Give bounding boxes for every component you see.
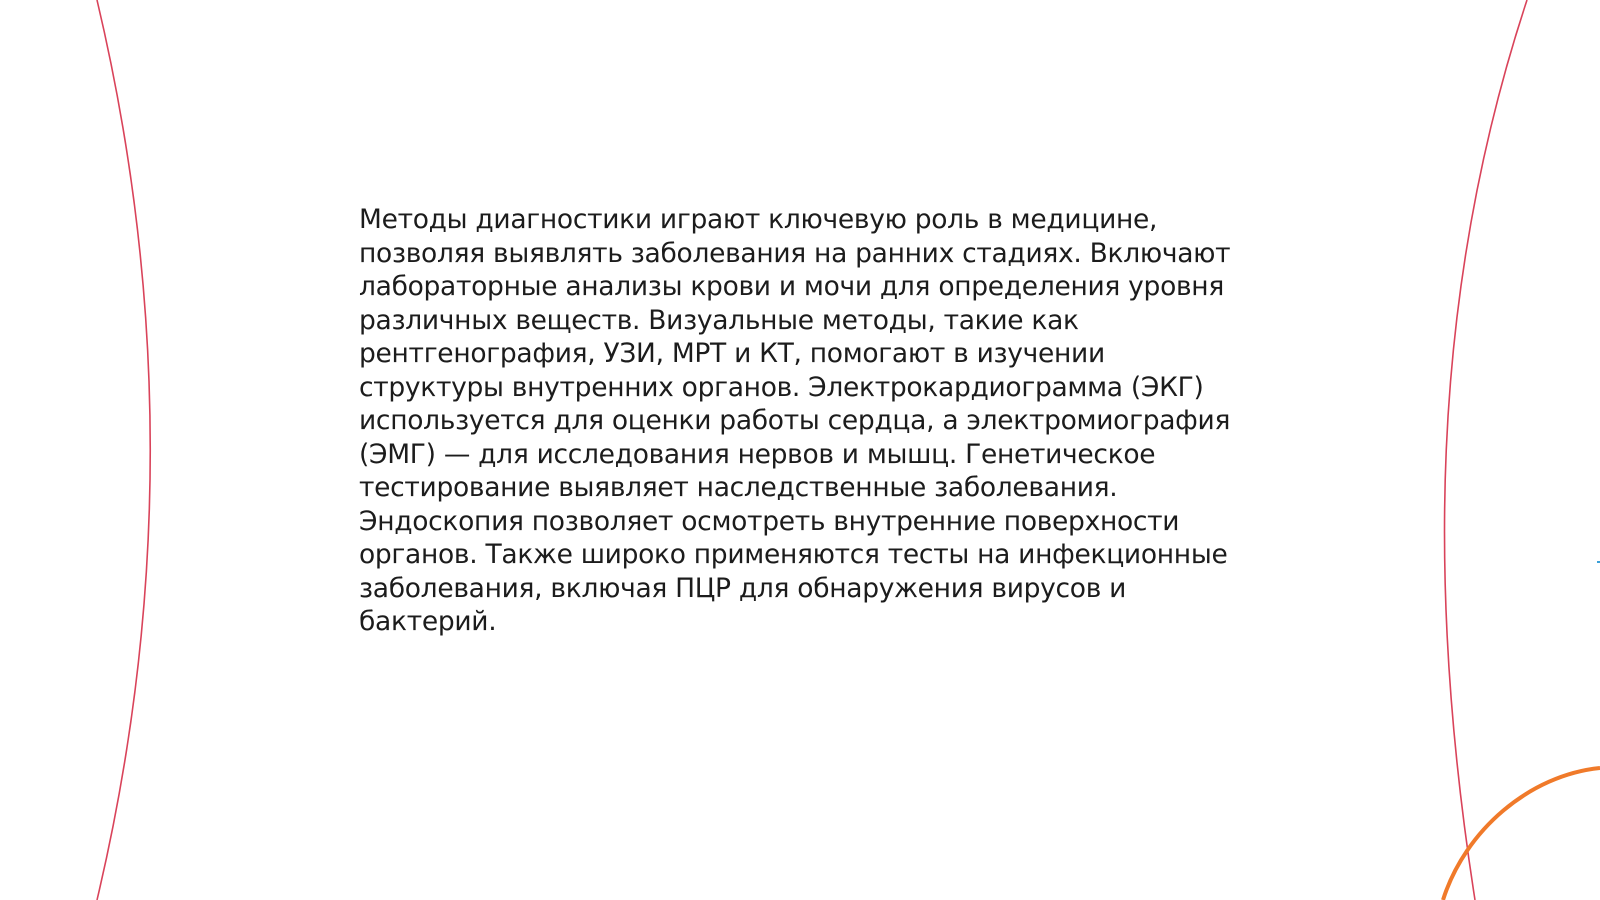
orange-arc: [1443, 768, 1600, 900]
slide-body-text: Методы диагностики играют ключевую роль в медицине, позволяя выявлять заболевания на ранних стадиях. Включают лабораторные анализы крови и мочи для определения уровня различных веществ. Визуальные методы, такие как рентгенография, УЗИ, МРТ и КТ, помогают в изучении структуры внутренних органов. Электрокардиограмма (ЭКГ) используется для оценки работы сердца, а электромиография (ЭМГ) — для исследования нервов и мышц. Генетическое тестирование выявляет наследственные заболевания. Эндоскопия позволяет осмотреть внутренние поверхности органов. Также широко применяются тесты на инфекционные заболевания, включая ПЦР для обнаружения вирусов и бактерий.: [359, 204, 1231, 637]
right-curve: [1444, 0, 1527, 900]
left-curve: [97, 0, 150, 900]
